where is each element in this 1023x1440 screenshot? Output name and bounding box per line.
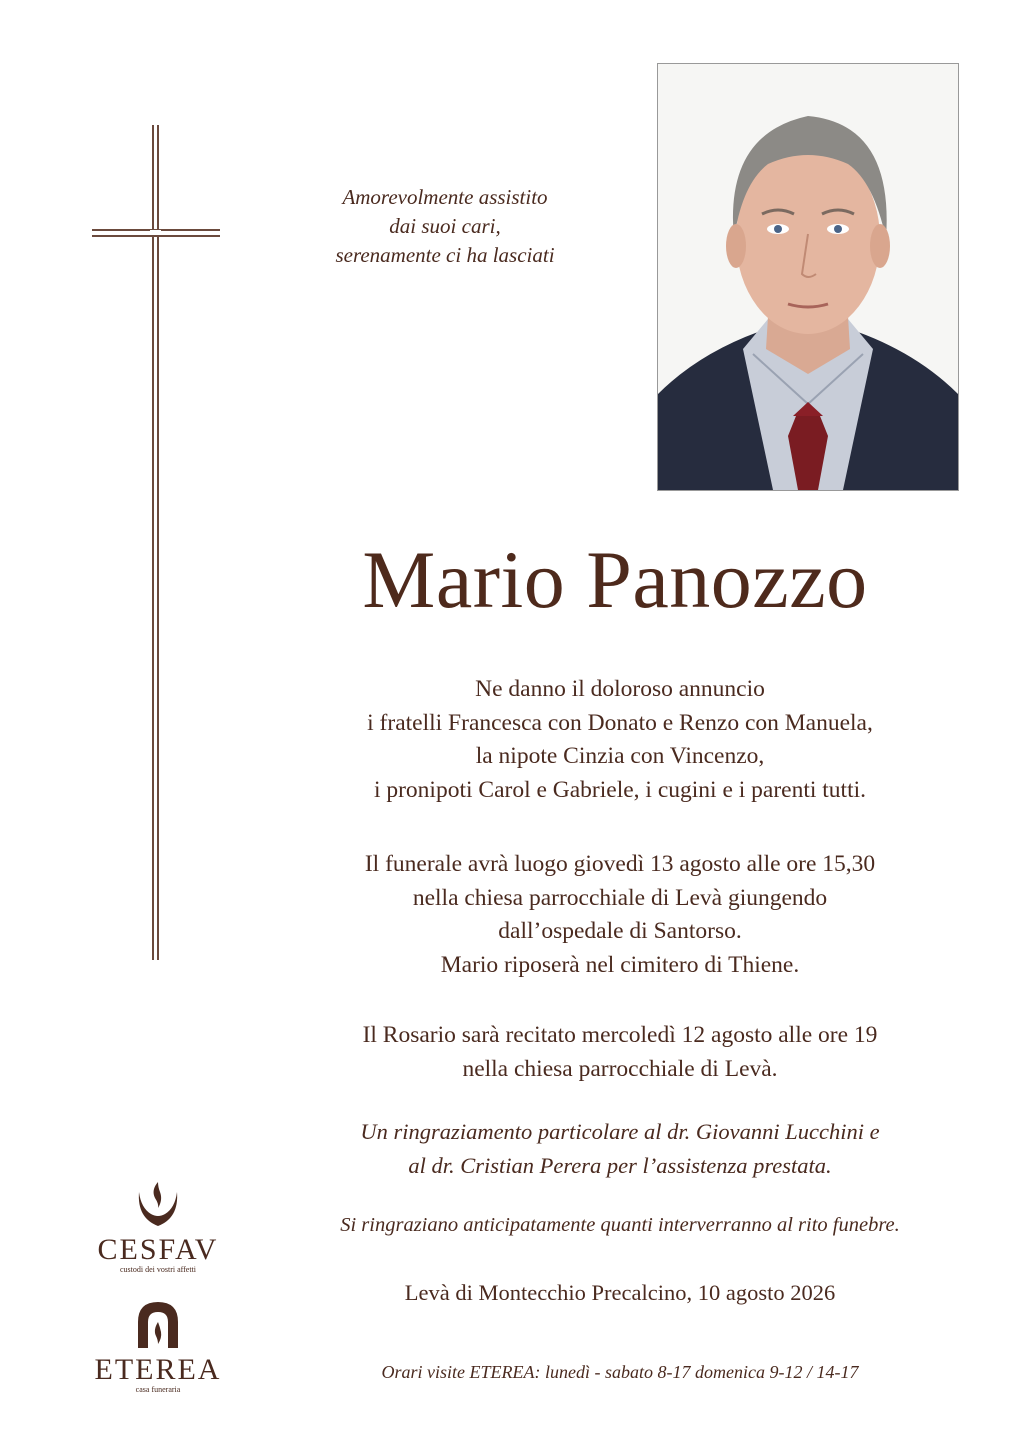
- thanks-doctors-paragraph: [250, 1115, 990, 1182]
- rosary-line: nella chiesa parrocchiale di Levà.: [462, 1055, 778, 1082]
- portrait-photo: [657, 63, 959, 491]
- cross-horizontal-line: [92, 235, 220, 237]
- deceased-name: Mario Panozzo: [362, 534, 868, 625]
- visiting-hours: Orari visite ETEREA: lunedì - sabato 8-17 domenica 9-12 / 14-17: [381, 1362, 859, 1382]
- cross-vertical-line: [157, 125, 159, 960]
- place-date: Levà di Montecchio Precalcino, 10 agosto 2026: [404, 1280, 836, 1305]
- cesfav-name: CESFAV: [97, 1233, 219, 1266]
- announcement-line: Ne danno il doloroso annuncio: [475, 676, 765, 702]
- thanks-doctors-line: al dr. Cristian Perera per l’assistenza prestata.: [408, 1152, 832, 1178]
- rosary-paragraph: [250, 1019, 990, 1086]
- intro-text: [290, 183, 600, 270]
- rosary-line: Il Rosario sarà recitato mercoledì 12 agosto alle ore 19: [362, 1022, 878, 1048]
- eterea-tagline: casa funeraria: [135, 1385, 181, 1394]
- eterea-logo: [78, 1300, 238, 1395]
- funeral-paragraph: [250, 848, 990, 982]
- announcement-line: la nipote Cinzia con Vincenzo,: [475, 743, 765, 769]
- intro-line: Amorevolmente assistito: [342, 185, 548, 209]
- thanks-all-text: Si ringraziano anticipatamente quanti interverranno al rito funebre.: [340, 1214, 900, 1236]
- cross-intersection: [150, 230, 161, 235]
- cesfav-flame-icon: [133, 1178, 183, 1230]
- announcement-paragraph: [250, 673, 990, 807]
- intro-line: serenamente ci ha lasciati: [335, 243, 555, 267]
- cesfav-logo: [78, 1178, 238, 1275]
- funeral-line: Mario riposerà nel cimitero di Thiene.: [440, 951, 800, 978]
- cross-vertical-line: [152, 125, 154, 960]
- cesfav-tagline: custodi dei vostri affetti: [119, 1265, 197, 1274]
- announcement-line: i pronipoti Carol e Gabriele, i cugini e i parenti tutti.: [373, 776, 867, 803]
- eterea-arch-icon: [134, 1300, 182, 1350]
- funeral-line: nella chiesa parrocchiale di Levà giungendo: [412, 884, 828, 911]
- eterea-name: ETEREA: [94, 1353, 222, 1386]
- thanks-doctors-line: Un ringraziamento particolare al dr. Giovanni Lucchini e: [360, 1119, 880, 1144]
- funeral-line: Il funerale avrà luogo giovedì 13 agosto alle ore 15,30: [364, 851, 876, 877]
- announcement-line: i fratelli Francesca con Donato e Renzo con Manuela,: [367, 709, 873, 736]
- intro-line: dai suoi cari,: [389, 214, 501, 238]
- funeral-line: dall’ospedale di Santorso.: [498, 918, 742, 944]
